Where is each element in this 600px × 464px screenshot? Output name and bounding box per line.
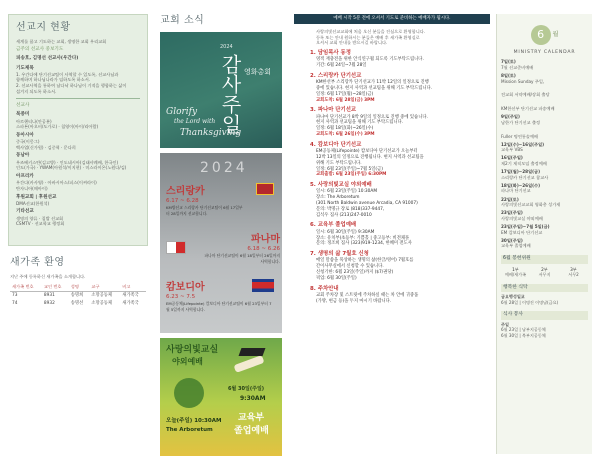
poster-sub-title: 영화총회: [244, 67, 272, 76]
calendar-text: 사랑의빛교실 야외예배: [501, 215, 543, 221]
news-item: [310, 73, 484, 103]
worship-banner: 예배 시작 5분 전에 오셔서 기도로 준비하는 예배자가 됩시다.: [294, 14, 490, 24]
calendar-date: 22일(토): [501, 196, 519, 202]
prayer-head: 기도제목: [16, 65, 34, 71]
srilanka-title: 스리랑카: [166, 185, 205, 197]
calendar-text: Fuller 명연통솔예배: [501, 133, 539, 139]
region-head: 북중미: [16, 112, 30, 118]
news-line: 문의: 박명규 장로 (818)337-9447,: [316, 206, 385, 212]
meal-head: 식사 봉사: [501, 311, 588, 319]
news-line: 기간: 6월 24일~7월 28일: [316, 63, 367, 69]
month-number: 6: [531, 25, 551, 45]
calendar-item: [501, 114, 588, 125]
visit-grid: [501, 267, 588, 278]
tree-icon: [174, 378, 204, 408]
calendar-date: 9일(주일): [501, 114, 520, 120]
org-head: 후원교회 | 후원선교: [16, 194, 57, 200]
news-title-text: 파나마 단기선교: [317, 107, 357, 114]
news-line: 김석우 집사 (213)247-0010: [316, 212, 372, 218]
calendar-item: [501, 142, 588, 153]
news-item: [310, 107, 484, 137]
calendar-text: 사랑의빛선교교회 영화총 성가제: [501, 202, 561, 208]
meal-section: [501, 311, 588, 338]
poster-english-line: the Lord with: [174, 117, 216, 125]
event-head: 행복한 식탁: [501, 284, 588, 292]
missions-intro: 금주의 선교사 중보기도: [16, 47, 64, 53]
calendar-item: [501, 210, 588, 221]
region-people: 스파톤(아오비/도가로) · 칠영이(아이/리아람): [16, 124, 99, 130]
calendar-date: 8일(토): [501, 72, 516, 78]
outdoor-place: The Arboretum: [166, 426, 213, 433]
calendar-item: [501, 128, 588, 139]
calendar-date: 7일(토): [501, 59, 516, 65]
region-people: 탄자니아(메아이): [16, 185, 48, 191]
prayer-line: 섬겨지 되도록 하소서.: [16, 88, 57, 94]
region-head: 동아시아: [16, 132, 34, 138]
newcomers-subtitle: 지난 주에 등록하신 새가족을 소개합니다.: [10, 273, 86, 279]
calendar-item: [501, 73, 588, 84]
visit-label: 2부: [541, 266, 548, 272]
news-title-text: 사랑의빛교실 야외예배: [317, 182, 372, 189]
panama-dates: 6.18 ~ 6.26: [247, 246, 280, 252]
table-cell: 8931: [43, 292, 55, 298]
visit-value: 서무지: [538, 272, 551, 278]
news-item: [310, 182, 484, 218]
column-header: 교구: [89, 283, 120, 291]
calendar-text: 스리랑카 단기선교 참교사: [501, 174, 549, 180]
column-header: 성명: [69, 283, 90, 291]
org-line: DMA선교(한원석): [16, 200, 50, 206]
missions-panel: [8, 14, 148, 246]
news-line: 장소: 유치부(초등부: 기쁨홀 | 중고등부: 비전채플: [316, 235, 410, 241]
poster-english-line: Glorify: [166, 106, 198, 117]
calendar-item: [501, 87, 588, 98]
divider: [16, 98, 140, 99]
table-cell: 송명희: [70, 292, 84, 298]
other-line: CSMTV · 선교학교 행정회: [16, 221, 65, 227]
meal-line: 6월 23일 | 남부지공동체: [501, 327, 546, 333]
cambodia-title: 캄보디아: [166, 281, 205, 293]
news-line: 영적 재충전을 위한 안식연구월 되도록 기도부탁드립니다.: [316, 57, 424, 63]
news-line: 일정: 6월 17일(월)~28일(금): [316, 91, 374, 97]
news-line: 픽업: 6월 30일(주일): [316, 275, 357, 281]
calendar-date: 23일(주일): [501, 210, 523, 216]
posters-column: [160, 14, 290, 454]
news-line: 일시: 6월 23일(주일) 10:30AM: [316, 189, 378, 195]
news-line: 12박 13일의 일정으로 진행됩니다. 현지 사역과 선교팀을: [316, 154, 424, 160]
poster-english-line: Thanksgiving: [180, 127, 242, 138]
news-number: 5.: [310, 182, 316, 189]
panama-title: 파나마: [251, 233, 280, 245]
calendar-date: 16일(주일): [501, 155, 523, 161]
calendar-text: KM한선부 단기선교 파송예배: [501, 106, 555, 112]
missionary-head: 피송호, 김명선 선교사(우간다): [16, 56, 79, 62]
news-number: 3.: [310, 107, 316, 114]
news-item: [310, 50, 484, 69]
table-cell: 새가족국: [122, 292, 139, 298]
news-highlight: 교회출발: 6월 23일(주일) 6:30PM: [316, 172, 387, 178]
news-number: 1.: [310, 50, 316, 57]
table-cell: 소망공동체: [91, 300, 113, 306]
calendar-text: 전교회 서약예배/장회 출당: [501, 92, 550, 98]
poster-year: 2024: [200, 159, 248, 176]
column-header: 비고: [120, 283, 146, 291]
calendar-item: [501, 59, 588, 70]
calendar-text: EM 캄보디아 단기선교: [501, 229, 543, 235]
newcomers-table: [10, 283, 146, 307]
graduation-date: 6월 30일(주일): [228, 385, 265, 392]
table-cell: 8932: [43, 300, 55, 306]
missions-title: 선교지 현황: [16, 22, 71, 33]
news-item: [310, 286, 484, 305]
news-line: 문의: 정조희 집사 (323)919-1234, 한혜미 전도사: [316, 241, 412, 247]
thanksgiving-poster: [160, 32, 282, 148]
graduation-subtitle: 졸업예배: [234, 425, 269, 436]
calendar-date: 12일(수)~16일(주일): [501, 141, 545, 147]
event-line: 6월 28일 | 이명진 이명남(금요): [501, 299, 559, 305]
srilanka-desc: KM방선교 스리랑카 단기선교팀이 6월 17일부터 28일까지 선교합니다.: [166, 205, 243, 216]
outdoor-date: 오늘(주일) 10:30AM: [166, 417, 222, 424]
news-line: 일정: 6월 23일(주일)~7월 5일(금): [316, 166, 383, 172]
poster-year: 2024: [220, 43, 233, 50]
calendar-text: 제2기 제직모임 출정예배: [501, 161, 547, 166]
news-line: 일정: 6월 18일(화)~26일(수): [316, 126, 374, 132]
table-row: [10, 291, 146, 299]
srilanka-dates: 6.17 ~ 6.28: [166, 198, 199, 204]
region-people: 우즈베키스탄(김고방) · 인도네시아(김태샤례배, 한국인): [16, 159, 119, 165]
table-cell: 73: [12, 292, 18, 298]
calendar-item: [501, 197, 588, 208]
events-poster: [160, 338, 282, 456]
news-number: 6.: [310, 222, 316, 229]
newcomers-panel: [8, 246, 148, 307]
region-people: 인도(가국) · YWAM(아원석/이지현) · 미스라이온(노원다/김): [16, 165, 127, 171]
news-line: 교회 주차장 및 스트릿에 주차하실 때는 차 안에 귀중품: [316, 292, 419, 298]
news-line: EM공동체(Lifepointe) 캄보디아 단기선교가 오늘부터: [316, 149, 418, 155]
calendar-date: 23일(주일)~7월 5일(금): [501, 224, 550, 229]
news-title: [310, 286, 484, 293]
news-highlight: 교회도착: 6월 28일(금) 3PM: [316, 97, 375, 103]
flag-icon: [166, 241, 186, 254]
calendar-item: [501, 155, 588, 166]
calendar-text: 남한가 단기선교 출정: [501, 119, 541, 125]
news-highlight: 교회도착: 6월 26일(수) 3PM: [316, 132, 375, 138]
visit-cell: [501, 267, 530, 278]
news-number: 2.: [310, 72, 316, 79]
prayer-line: 함께하며 하나님나라가 임하도록 하소서.: [16, 77, 91, 83]
calendar-item: [501, 224, 588, 235]
news-item: [310, 222, 484, 247]
event-sub: 금요행성일교: [501, 294, 525, 300]
calendar-text: 7월 선교준비예배: [501, 64, 534, 70]
region-people: 우간다(카사영) · 아바시아스/피스(이씨라이): [16, 180, 97, 186]
calendar-item: [501, 100, 588, 111]
left-column: [8, 14, 148, 454]
other-line: 생명의 양류 · 집밥 선교회: [16, 215, 64, 221]
news-number: 4.: [310, 141, 316, 148]
cambodia-dates: 6.23 ~ 7.5: [166, 294, 196, 300]
calendar-date: 30일(주일): [501, 237, 523, 243]
region-head: 아프리카: [16, 174, 34, 179]
missions-poster: [160, 153, 282, 333]
column-header: 교인 번호: [42, 283, 69, 291]
news-line: 매일 말씀을 묵상하는 생명의 삶(한글/영어) 7월호를: [316, 258, 414, 264]
table-header-row: [10, 283, 146, 291]
intro-line: 오셔서 교회 안내를 받으시길 바랍니다.: [316, 40, 388, 46]
diploma-icon: [234, 355, 265, 373]
news-number: 7.: [310, 251, 316, 258]
news-list: [294, 50, 490, 304]
graduation-time: 9:30AM: [240, 394, 266, 402]
news-title: [310, 222, 484, 229]
flag-icon: [256, 183, 274, 195]
news-line: (301 North Baldwin avenue Arcadia, CA 91007): [316, 201, 418, 207]
visit-head: 6월 봉헌위원: [501, 255, 588, 263]
news-column: [294, 14, 490, 454]
flag-icon: [252, 279, 274, 292]
news-title-text: 생명의 삶 7월호 신청: [317, 251, 369, 258]
news-line: 중에 있습니다. 현지 사역과 선교팀을 위해 기도 부탁드립니다.: [316, 86, 433, 91]
news-title: [310, 107, 484, 114]
table-cell: 74: [12, 300, 18, 306]
graduation-cap-icon: [239, 348, 266, 356]
prayer-line: 2. 선교사역을 통하여 남다낙 하나님이 기적을 행함하는 삶이: [16, 83, 127, 89]
visit-cell: [530, 267, 559, 278]
news-line: 파나마 단기선교가 8박 9일의 일정으로 진행 중에 있습니다.: [316, 114, 428, 120]
calendar-item: [501, 238, 588, 249]
region-head: 동남아: [16, 153, 30, 159]
news-line: 신청기한: 6월 23일(주일)까지 ($7/권당): [316, 270, 394, 276]
newcomers-title: 새가족 환영: [10, 257, 65, 268]
news-line: 장소: The Arboretum: [316, 195, 360, 201]
visit-value: 서무2: [568, 272, 579, 278]
news-line: 일시: 6월 30일(주일) 9:30AM: [316, 229, 375, 235]
calendar-text: 파나마 단기선교: [501, 188, 531, 194]
table-cell: 송명선: [70, 300, 84, 306]
column-header: 새가족 번호: [10, 283, 42, 291]
missionary-title: 선교사: [16, 103, 30, 109]
region-people: 중국(이몽그): [16, 139, 40, 145]
news-line: (가방, 현금 등)을 두지 마시기 바랍니다.: [316, 298, 392, 304]
calendar-column: [496, 14, 592, 454]
outdoor-subtitle: 야외예배: [172, 356, 203, 366]
news-line: KM한선부 스리랑카 단기선교가 11박 12일의 일정으로 진행: [316, 80, 429, 86]
calendar-text: 교육부 졸업예배: [501, 243, 531, 249]
intro-line: 등록 또는 안내 원하시는 분들은 예배 후 새가족 환영실로: [316, 34, 420, 40]
meal-line: 6월 30일 | 북부지공동체: [501, 332, 546, 338]
month-badge: [501, 25, 588, 45]
news-title-text: 교육부 졸업예배: [317, 222, 357, 229]
visit-section: [501, 255, 588, 278]
region-people: 백사업(신가원) · 김중혁 · 문다희: [16, 144, 76, 150]
news-title-text: 캄보디아 단기선교: [317, 141, 362, 148]
visit-label: 1부: [512, 266, 519, 272]
news-title-text: 스리랑카 단기선교: [317, 72, 362, 79]
news-item: [310, 251, 484, 281]
other-head: 기타선교: [16, 209, 34, 215]
news-item: [310, 142, 484, 178]
calendar-text: 교육부 VBS: [501, 147, 523, 153]
calendar-date: 18일(화)~26일(수): [501, 182, 540, 188]
outdoor-title: 사랑의빛교실: [166, 344, 219, 355]
visit-value: 예배/새가족: [504, 272, 527, 278]
news-line: 간이사무실에서 신청할 수 있습니다.: [316, 264, 384, 270]
poster-main-title: 감사주일: [218, 53, 242, 134]
visit-cell: [559, 267, 588, 278]
table-cell: 소망공동체: [91, 292, 113, 298]
month-label: 월: [552, 30, 559, 38]
news-number: 8.: [310, 285, 316, 292]
calendar-list: [501, 59, 588, 249]
event-section: [501, 284, 588, 306]
cambodia-desc: EM공동체(Lifepointe) 캄보디아 단기선교팀이 6월 23일부터 7월 5일까지 사역합니다.: [166, 301, 272, 312]
news-title-text: 주차안내: [317, 285, 339, 292]
news-title-text: 담임목사 동정: [317, 50, 351, 57]
intro-text: [316, 29, 482, 46]
missions-subtitle: 세계를 품고 기도하는 교회, 생명한 교회 우리교회: [16, 38, 107, 44]
calendar-item: [501, 183, 588, 194]
region-people: 아르헨티나(안공분): [16, 118, 52, 124]
visit-label: 3부: [570, 266, 577, 272]
table-row: [10, 300, 146, 308]
graduation-title: 교육부: [238, 412, 265, 423]
calendar-date: 17일(월)~28일(금): [501, 169, 540, 175]
intro-line: 사랑의빛선교교회에 처음 오신 분들을 진심으로 환영합니다.: [316, 29, 426, 34]
calendar-heading: MINISTRY CALENDAR: [513, 50, 576, 55]
meal-sub: 주일: [501, 321, 509, 327]
table-cell: 새가족국: [122, 300, 139, 306]
panama-desc: 파나마 단기선교팀이 6월 18일부터 26일까지 사역합니다.: [204, 253, 280, 264]
panama-block: [200, 233, 280, 279]
news-line: 현지 사역과 선교팀을 위해 기도 부탁드립니다.: [316, 120, 404, 126]
news-line: 위해 기도 부탁드립니다.: [316, 160, 362, 166]
calendar-text: Mission Sunday 주일,: [501, 78, 545, 84]
calendar-item: [501, 169, 588, 180]
prayer-line: 1. 우간다에 단기선교팀이 사역할 수 있도록, 선교사님과: [16, 71, 119, 77]
news-section-title: 교회 소식: [160, 15, 205, 26]
